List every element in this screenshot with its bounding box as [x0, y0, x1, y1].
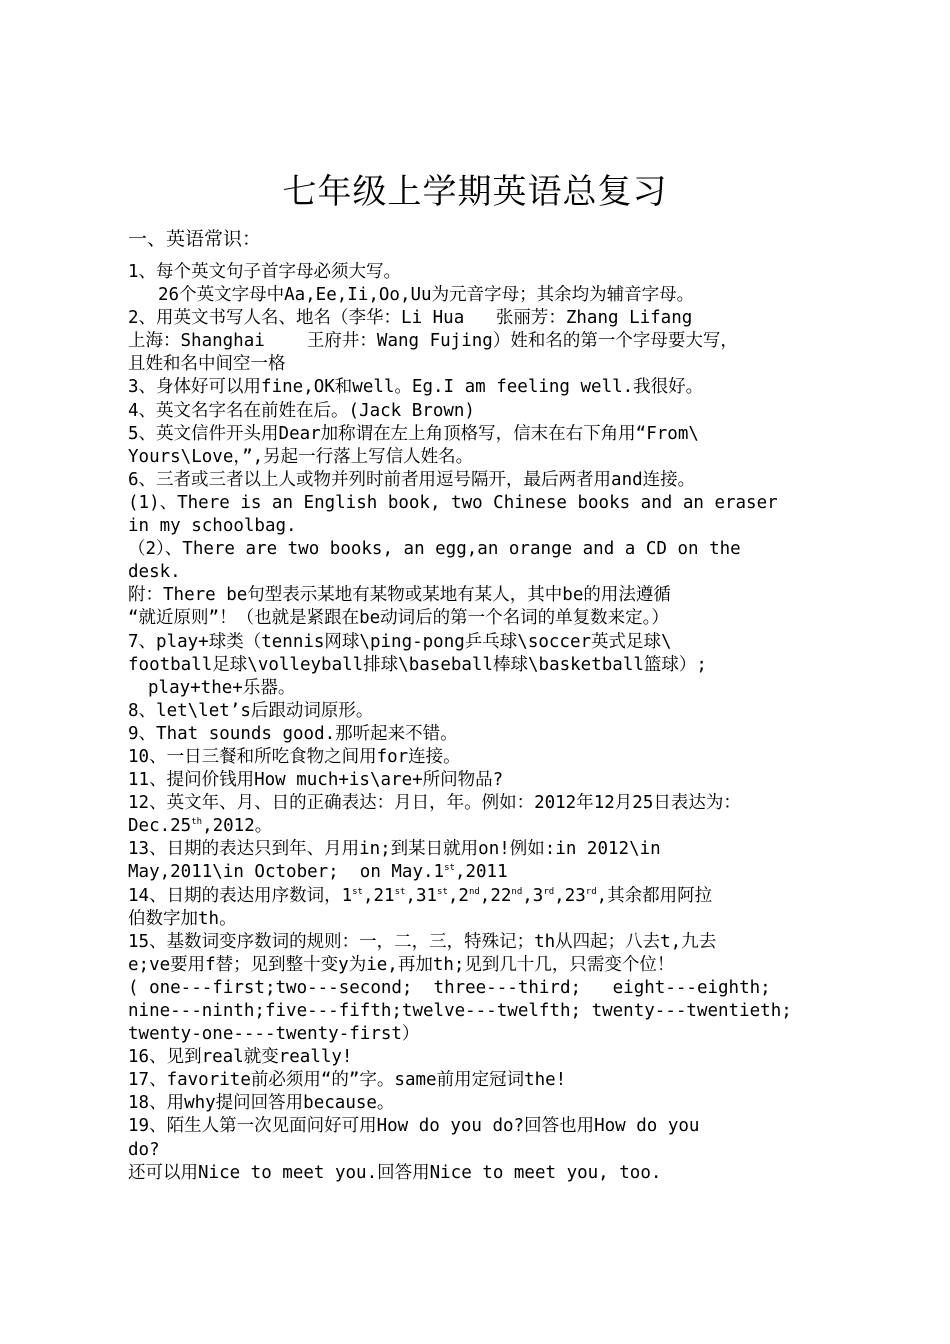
text-line: 2、用英文书写人名、地名（李华：Li Hua 张丽芳：Zhang Lifang	[128, 308, 693, 329]
text-line: 9、That sounds good.那听起来不错。	[128, 723, 458, 744]
text-line: 7、play+球类（tennis网球\ping-pong乒乓球\soccer英式足球\	[128, 631, 672, 652]
ordinal-suffix: th	[191, 817, 203, 828]
ordinal-number: ,3	[522, 885, 544, 906]
ordinal-suffix: st	[437, 886, 448, 897]
text-line: 12、英文年、月、日的正确表达：月日，年。例如：2012年12月25日表达为：	[128, 793, 741, 814]
text-segment: ,其余都用阿拉	[596, 885, 713, 906]
text-line: 19、陌生人第一次见面问好可用How do you do?回答也用How do you	[128, 1116, 700, 1137]
text-line: twenty-one----twenty-first）	[128, 1024, 420, 1045]
page-title: 七年级上学期英语总复习	[282, 172, 668, 212]
text-line: 还可以用Nice to meet you.回答用Nice to meet you, too.	[128, 1162, 662, 1183]
text-line: do?	[128, 1139, 160, 1160]
text-line: 18、用why提问回答用because。	[128, 1093, 395, 1114]
text-line	[128, 885, 833, 908]
ordinal-suffix: nd	[468, 886, 480, 897]
date-text: ,2011	[454, 862, 508, 883]
text-line: 15、基数词变序数词的规则：一，二，三，特殊记；th从四起；八去t,九去	[128, 931, 717, 952]
date-text: ,2012。	[202, 816, 273, 837]
text-line: 10、一日三餐和所吃食物之间用for连接。	[128, 746, 461, 767]
text-line: 附：There be句型表示某地有某物或某地有某人，其中be的用法遵循	[128, 585, 671, 606]
text-line: 16、见到real就变really!	[128, 1047, 353, 1068]
text-line: desk.	[128, 562, 181, 583]
date-text: May,2011\in October; on May.1	[128, 862, 445, 883]
text-line	[128, 815, 833, 838]
text-line: 3、身体好可以用fine,OK和well。Eg.I am feeling well.我很好。	[128, 377, 704, 398]
text-line: (1)、There is an English book, two Chinese books and an eraser	[128, 492, 778, 513]
ordinal-suffix: st	[444, 863, 455, 874]
text-line: ( one---first;two---second; three---third; eight---eighth;	[128, 977, 771, 998]
text-line: 且姓和名中间空一格	[128, 354, 286, 375]
ordinal-number: ,21	[362, 885, 395, 906]
ordinal-suffix: st	[394, 886, 406, 897]
ordinal-suffix: rd	[585, 886, 597, 897]
text-line: 11、提问价钱用How much+is\are+所问物品?	[128, 770, 504, 791]
date-text: Dec.25	[128, 816, 192, 837]
ordinal-number: 1	[341, 885, 353, 906]
text-line: in my schoolbag.	[128, 516, 297, 537]
ordinal-suffix: st	[352, 886, 363, 897]
text-line	[128, 861, 833, 884]
text-line: 5、英文信件开头用Dear加称谓在左上角顶格写，信末在右下角用“From\	[128, 423, 699, 444]
text-line: 8、let\let’s后跟动词原形。	[128, 700, 374, 721]
text-line: nine---ninth;five---fifth;twelve---twelfth; twenty---twentieth;	[128, 1001, 792, 1021]
section-heading: 一、英语常识：	[128, 228, 262, 250]
ordinal-suffix: nd	[511, 886, 523, 897]
text-line: Yours\Love，”,另起一行落上写信人姓名。	[128, 446, 474, 467]
ordinal-number: ,2	[447, 885, 469, 906]
text-line: 1、每个英文句子首字母必须大写。	[128, 262, 402, 282]
text-line: e;ve要用f替；见到整十变y为ie,再加th;见到几十几，只需变个位！	[128, 954, 675, 975]
ordinal-number: ,22	[479, 885, 512, 906]
text-line: 上海：Shanghai 王府井：Wang Fujing）姓和名的第一个字母要大写，	[128, 331, 738, 352]
ordinal-number: ,23	[554, 885, 586, 906]
text-line: play+the+乐器。	[148, 677, 296, 698]
text-line: 17、favorite前必须用“的”字。same前用定冠词the!	[128, 1070, 567, 1091]
ordinal-number: ,31	[405, 885, 438, 906]
document-body	[128, 261, 833, 1185]
text-line: “就近原则”！（也就是紧跟在be动词后的第一个名词的单复数来定。）	[128, 608, 669, 629]
text-segment: 14、日期的表达用序数词，	[128, 885, 342, 906]
ordinal-suffix: rd	[543, 886, 555, 897]
text-line: 6、三者或三者以上人或物并列时前者用逗号隔开，最后两者用and连接。	[128, 469, 696, 490]
text-line: 4、英文名字名在前姓在后。(Jack Brown)	[128, 400, 475, 421]
text-line: 26个英文字母中Aa,Ee,Ii,Oo,Uu为元音字母；其余均为辅音字母。	[158, 285, 695, 306]
text-line: 伯数字加th。	[128, 908, 237, 929]
text-line: football足球\volleyball排球\baseball棒球\basketball篮球）;	[128, 654, 707, 675]
text-line: 13、日期的表达只到年、月用in;到某日就用on!例如:in 2012\in	[128, 839, 661, 860]
text-line: （2）、There are two books, an egg,an orange and a CD on the	[128, 539, 741, 560]
